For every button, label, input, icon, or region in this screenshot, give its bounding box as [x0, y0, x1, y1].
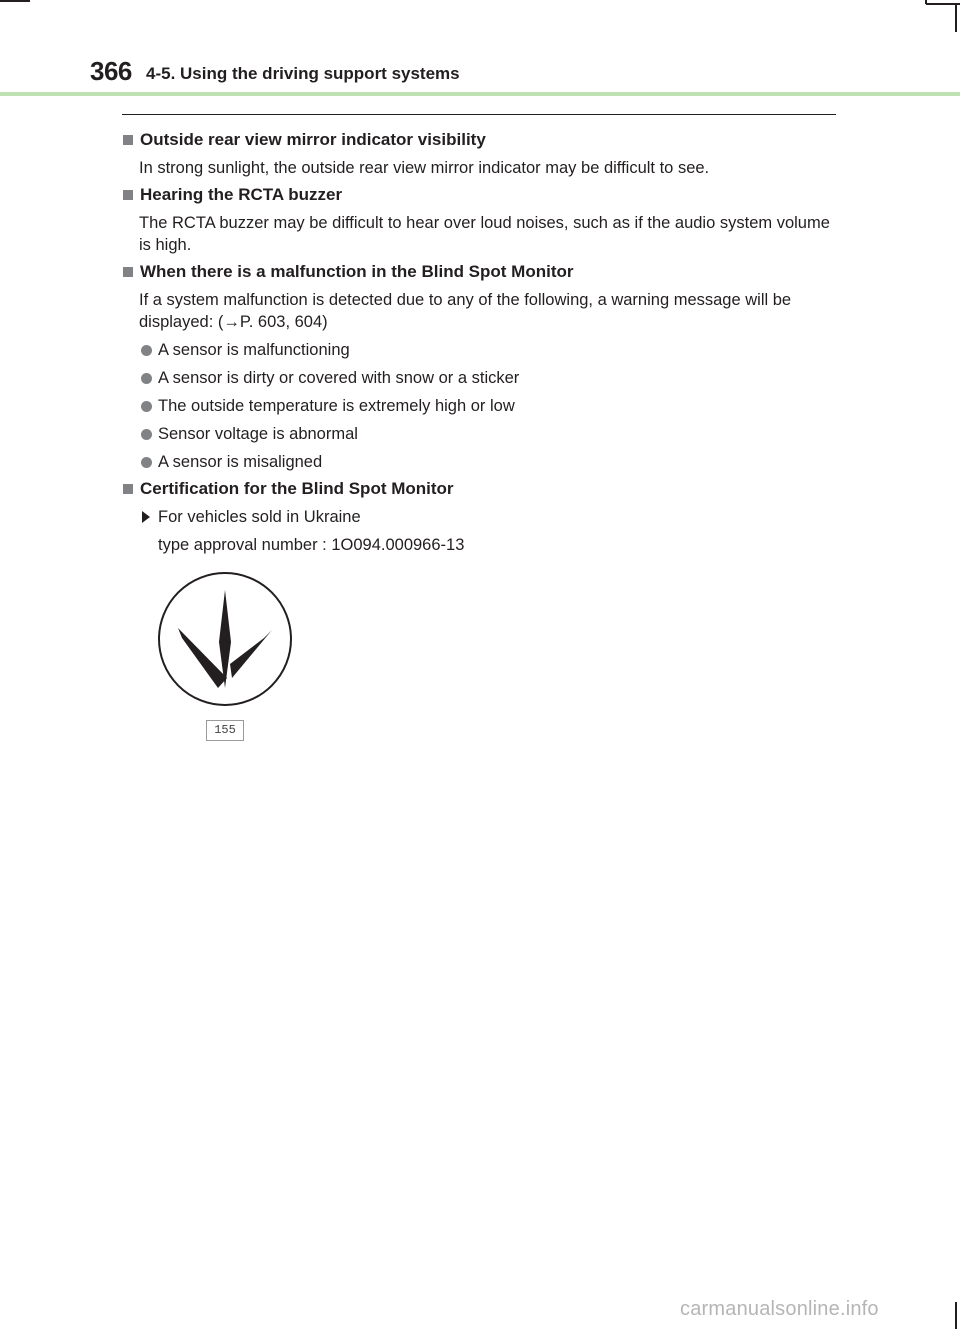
- ukraine-conformity-mark-icon: [156, 572, 294, 708]
- sub-item-text: For vehicles sold in Ukraine: [158, 508, 361, 526]
- list-item-text: A sensor is dirty or covered with snow or a sticker: [158, 369, 520, 387]
- list-item: [139, 451, 836, 473]
- list-item-text: Sensor voltage is abnormal: [158, 425, 358, 443]
- round-bullet-icon: [141, 401, 152, 412]
- list-item: [139, 339, 836, 361]
- square-bullet-icon: [123, 267, 133, 277]
- square-bullet-icon: [123, 190, 133, 200]
- paragraph-mirror-visibility: In strong sunlight, the outside rear view mirror indicator may be difficult to see.: [139, 159, 710, 177]
- page-content: [122, 124, 836, 556]
- paragraph-malfunction: If a system malfunction is detected due to any of the following, a warning message will be displayed: (→P. 603, 604): [139, 291, 792, 331]
- page-number: 366: [90, 56, 132, 86]
- heading-mirror-visibility: [122, 129, 836, 151]
- heading-text: Certification for the Blind Spot Monitor: [140, 479, 454, 498]
- list-item-text: The outside temperature is extremely high or low: [158, 397, 515, 415]
- square-bullet-icon: [123, 135, 133, 145]
- crop-mark: [955, 1302, 957, 1329]
- paragraph-rcta-buzzer: The RCTA buzzer may be difficult to hear over loud noises, such as if the audio system volume is high.: [139, 214, 830, 254]
- round-bullet-icon: [141, 373, 152, 384]
- sub-item-ukraine: [139, 506, 836, 528]
- header-rule: [0, 92, 960, 96]
- list-item-text: A sensor is misaligned: [158, 453, 323, 471]
- list-item: [139, 423, 836, 445]
- watermark: carmanualsonline.info: [680, 1298, 879, 1320]
- type-approval-number: type approval number : 1O094.000966-13: [158, 536, 465, 554]
- mark-code-label: 155: [206, 720, 244, 741]
- section-title: 4-5. Using the driving support systems: [146, 64, 460, 83]
- triangle-bullet-icon: [142, 511, 150, 523]
- heading-text: Outside rear view mirror indicator visibility: [140, 130, 486, 149]
- square-bullet-icon: [123, 484, 133, 494]
- round-bullet-icon: [141, 457, 152, 468]
- content-rule: [122, 114, 836, 115]
- crop-mark: [955, 4, 957, 32]
- heading-text: Hearing the RCTA buzzer: [140, 185, 343, 204]
- heading-certification: [122, 478, 836, 500]
- heading-malfunction: [122, 261, 836, 283]
- list-item: [139, 367, 836, 389]
- heading-rcta-buzzer: [122, 184, 836, 206]
- round-bullet-icon: [141, 429, 152, 440]
- list-item-text: A sensor is malfunctioning: [158, 341, 350, 359]
- list-item: [139, 395, 836, 417]
- round-bullet-icon: [141, 345, 152, 356]
- heading-text: When there is a malfunction in the Blind Spot Monitor: [140, 262, 574, 281]
- crop-mark: [0, 0, 30, 2]
